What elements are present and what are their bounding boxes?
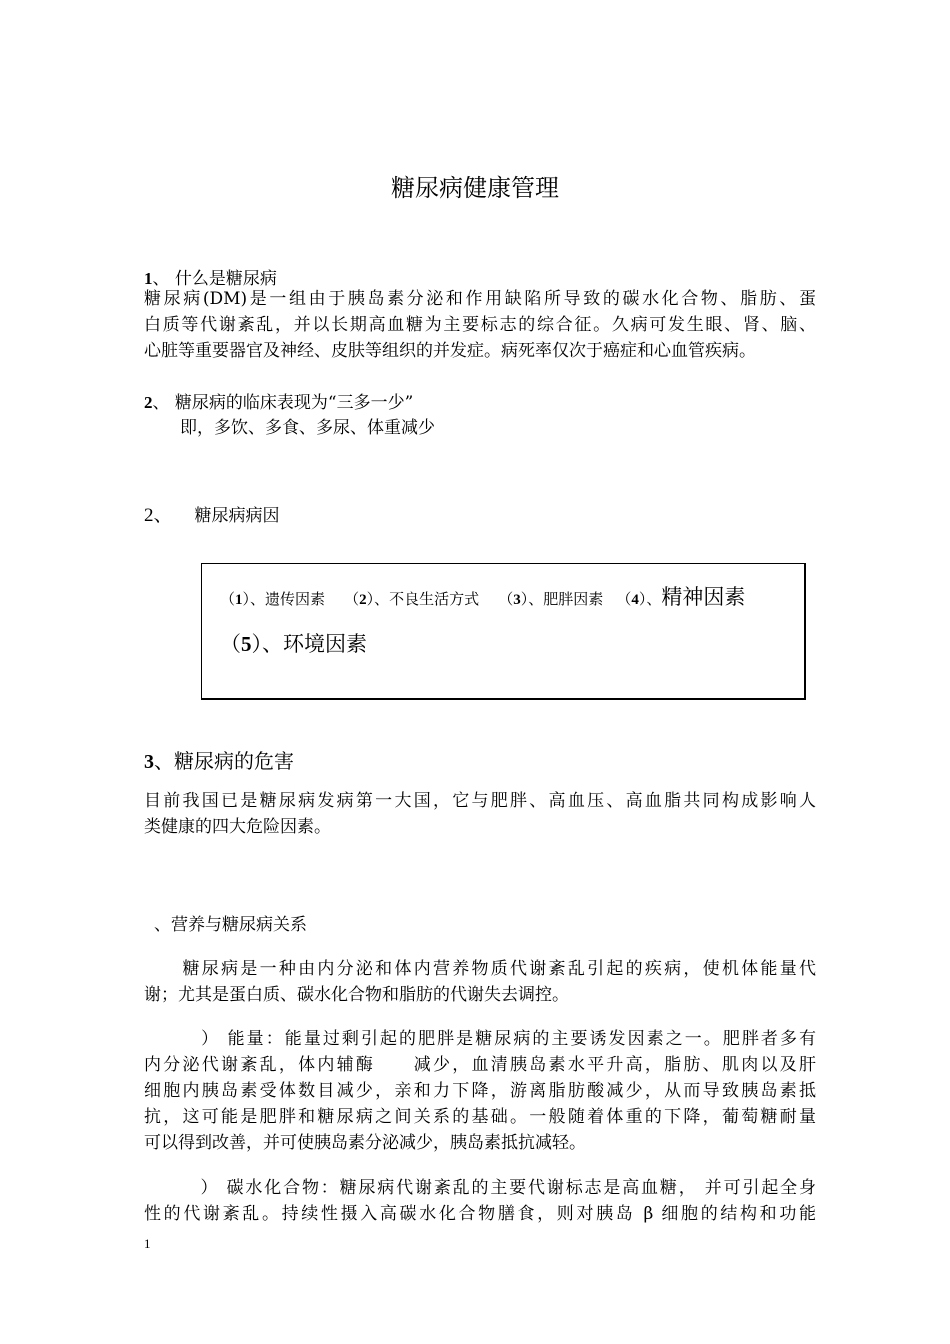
section-1-body: [144, 286, 816, 364]
section-causes-heading: [144, 500, 280, 527]
section-2-title: 、 糖尿病的临床表现为“三多一少”: [152, 393, 414, 413]
text-line: 细胞内胰岛素受体数目减少，亲和力下降，游离脂肪酸减少，从而导致胰岛素抵: [144, 1081, 816, 1101]
text-line: 抗，这可能是肥胖和糖尿病之间关系的基础。一般随着体重的下降，葡萄糖耐量: [144, 1107, 816, 1127]
section-1-number: 1: [144, 269, 153, 288]
cause-5: （5）、环境因素: [220, 632, 367, 656]
section-causes-title: 糖尿病病因: [194, 506, 280, 526]
causes-row-1: [220, 580, 745, 617]
text-line: 目前我国已是糖尿病发病第一大国，它与肥胖、高血压、高血脂共同构成影响人: [144, 791, 816, 811]
section-2-number: 2: [144, 393, 153, 412]
section-2-heading: [144, 388, 413, 413]
text-line: ） 能量：能量过剩引起的肥胖是糖尿病的主要诱发因素之一。肥胖者多有: [144, 1029, 816, 1049]
section-3-title: 、糖尿病的危害: [154, 749, 294, 773]
cause-3: （3）、肥胖因素: [498, 590, 604, 608]
causes-box: [201, 563, 806, 700]
text-line: 糖尿病是一种由内分泌和体内营养物质代谢紊乱引起的疾病，使机体能量代: [144, 959, 816, 979]
section-4-heading: 、营养与糖尿病关系: [154, 915, 307, 935]
section-4-intro: [144, 956, 816, 1008]
text-line: 内分泌代谢紊乱，体内辅酶 减少，血清胰岛素水平升高，脂肪、肌肉以及肝: [144, 1055, 816, 1075]
text-line: ） 碳水化合物：糖尿病代谢紊乱的主要代谢标志是高血糖， 并可引起全身: [144, 1178, 816, 1198]
section-1-title: 、 什么是糖尿病: [152, 269, 277, 289]
text-line: 糖尿病(DM)是一组由于胰岛素分泌和作用缺陷所导致的碳水化合物、脂肪、蛋: [144, 289, 816, 309]
text-line: 类健康的四大危险因素。: [144, 817, 331, 837]
section-3-body: [144, 788, 816, 840]
page-number: 1: [144, 1236, 151, 1251]
text-line: 可以得到改善，并可使胰岛素分泌减少，胰岛素抵抗减轻。: [144, 1133, 586, 1153]
section-causes-number: 2、: [144, 505, 173, 526]
text-line: 心脏等重要器官及神经、皮肤等组织的并发症。病死率仅次于癌症和心血管疾病。: [144, 341, 756, 361]
text-line: 性的代谢紊乱。持续性摄入高碳水化合物膳食，则对胰岛 β 细胞的结构和功能: [144, 1204, 816, 1224]
section-3-number: 3: [144, 751, 154, 773]
cause-4: （4）、: [616, 590, 662, 608]
cause-4-label: 精神因素: [661, 585, 746, 609]
section-4-energy: [144, 1026, 816, 1156]
section-4-carbohydrate: [144, 1175, 816, 1227]
cause-1: （1）、遗传因素: [220, 590, 326, 608]
section-2-line: 即，多饮、多食、多尿、体重减少: [180, 418, 435, 438]
text-line: 白质等代谢紊乱，并以长期高血糖为主要标志的综合征。久病可发生眼、肾、脑、: [144, 315, 816, 335]
text-line: 谢；尤其是蛋白质、碳水化合物和脂肪的代谢失去调控。: [144, 985, 569, 1005]
cause-2: （2）、不良生活方式: [344, 590, 480, 608]
page-title: 糖尿病健康管理: [391, 174, 559, 202]
section-3-heading: [144, 745, 294, 774]
